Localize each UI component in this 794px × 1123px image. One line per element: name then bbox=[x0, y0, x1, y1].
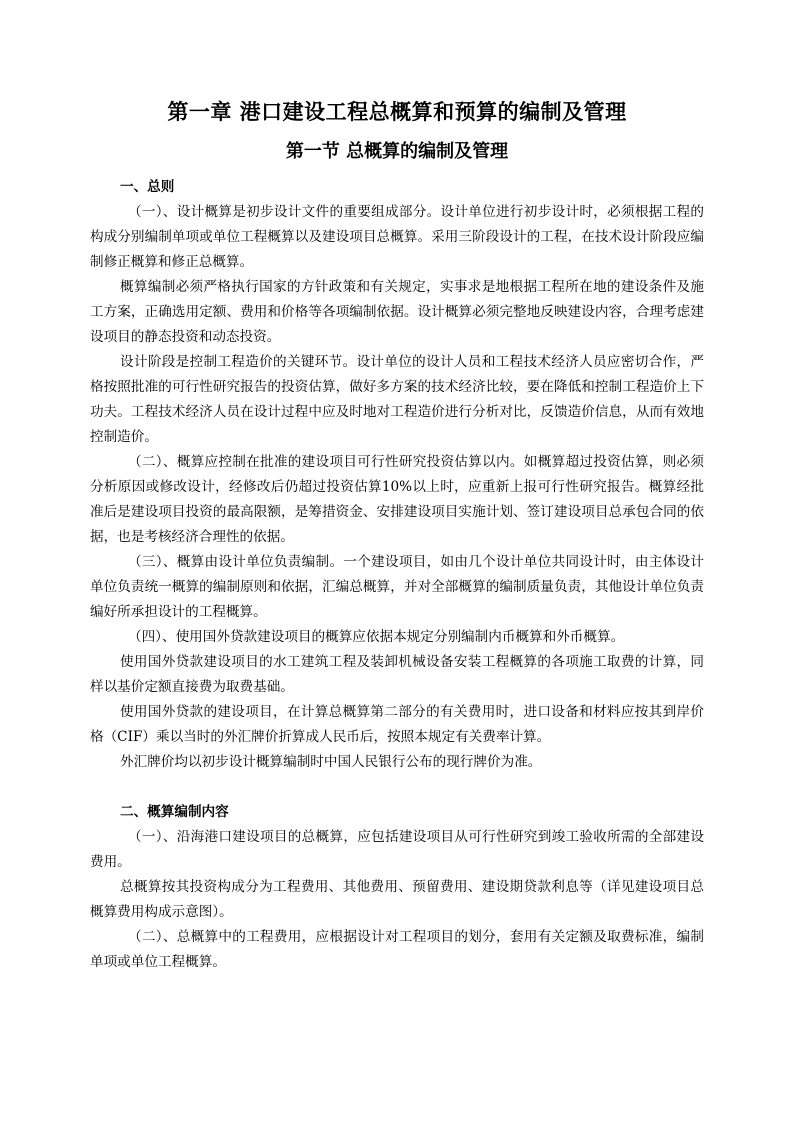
paragraph: （二）、总概算中的工程费用，应根据设计对工程项目的划分，套用有关定额及取费标准，编制单项或单位工程概算。 bbox=[90, 929, 704, 970]
chapter-title: 第一章 港口建设工程总概算和预算的编制及管理 bbox=[167, 99, 627, 124]
paragraph: 总概算按其投资构成分为工程费用、其他费用、预留费用、建设期贷款利息等（详见建设项目总概算费用构成示意图）。 bbox=[90, 879, 704, 920]
section-heading-contents: 二、概算编制内容 bbox=[120, 804, 229, 820]
paragraph: （二）、概算应控制在批准的建设项目可行性研究投资估算以内。如概算超过投资估算，则必须分析原因或修改设计，经修改后仍超过投资估算10%以上时，应重新上报可行性研究报告。概算经批准后是建设项目投资的最高限额，是筹措资金、安排建设项目实施计划、签订建设项目总承包合同的依据，也是考核经济合理性的依据。 bbox=[90, 454, 704, 545]
paragraph: 使用国外贷款建设项目的水工建筑工程及装卸机械设备安装工程概算的各项施工取费的计算，同样以基价定额直接费为取费基础。 bbox=[90, 654, 704, 695]
section-title: 第一节 总概算的编制及管理 bbox=[285, 141, 509, 162]
paragraph: （三）、概算由设计单位负责编制。一个建设项目，如由几个设计单位共同设计时，由主体设计单位负责统一概算的编制原则和依据，汇编总概算，并对全部概算的编制质量负责，其他设计单位负责编好所承担设计的工程概算。 bbox=[90, 554, 704, 620]
paragraph: 设计阶段是控制工程造价的关键环节。设计单位的设计人员和工程技术经济人员应密切合作，严格按照批准的可行性研究报告的投资估算，做好多方案的技术经济比较，要在降低和控制工程造价上下功夫。工程技术经济人员在设计过程中应及时地对工程造价进行分析对比，反馈造价信息，从而有效地控制造价。 bbox=[90, 354, 704, 445]
paragraph: （一）、设计概算是初步设计文件的重要组成部分。设计单位进行初步设计时，必须根据工程的构成分别编制单项或单位工程概算以及建设项目总概算。采用三阶段设计的工程，在技术设计阶段应编制修正概算和修正总概算。 bbox=[90, 204, 704, 270]
paragraph: 使用国外贷款的建设项目，在计算总概算第二部分的有关费用时，进口设备和材料应按其到岸价格（CIF）乘以当时的外汇牌价折算成人民币后，按照本规定有关费率计算。 bbox=[90, 704, 704, 745]
paragraph: 外汇牌价均以初步设计概算编制时中国人民银行公布的现行牌价为准。 bbox=[120, 754, 542, 770]
paragraph: 概算编制必须严格执行国家的方针政策和有关规定，实事求是地根据工程所在地的建设条件及施工方案，正确选用定额、费用和价格等各项编制依据。设计概算必须完整地反映建设内容，合理考虑建设项目的静态投资和动态投资。 bbox=[90, 279, 704, 345]
section-heading-general: 一、总则 bbox=[120, 179, 175, 195]
paragraph: （一）、沿海港口建设项目的总概算，应包括建设项目从可行性研究到竣工验收所需的全部建设费用。 bbox=[90, 829, 704, 870]
paragraph: （四）、使用国外贷款建设项目的概算应依据本规定分别编制内币概算和外币概算。 bbox=[128, 629, 625, 645]
document-body bbox=[90, 175, 704, 975]
